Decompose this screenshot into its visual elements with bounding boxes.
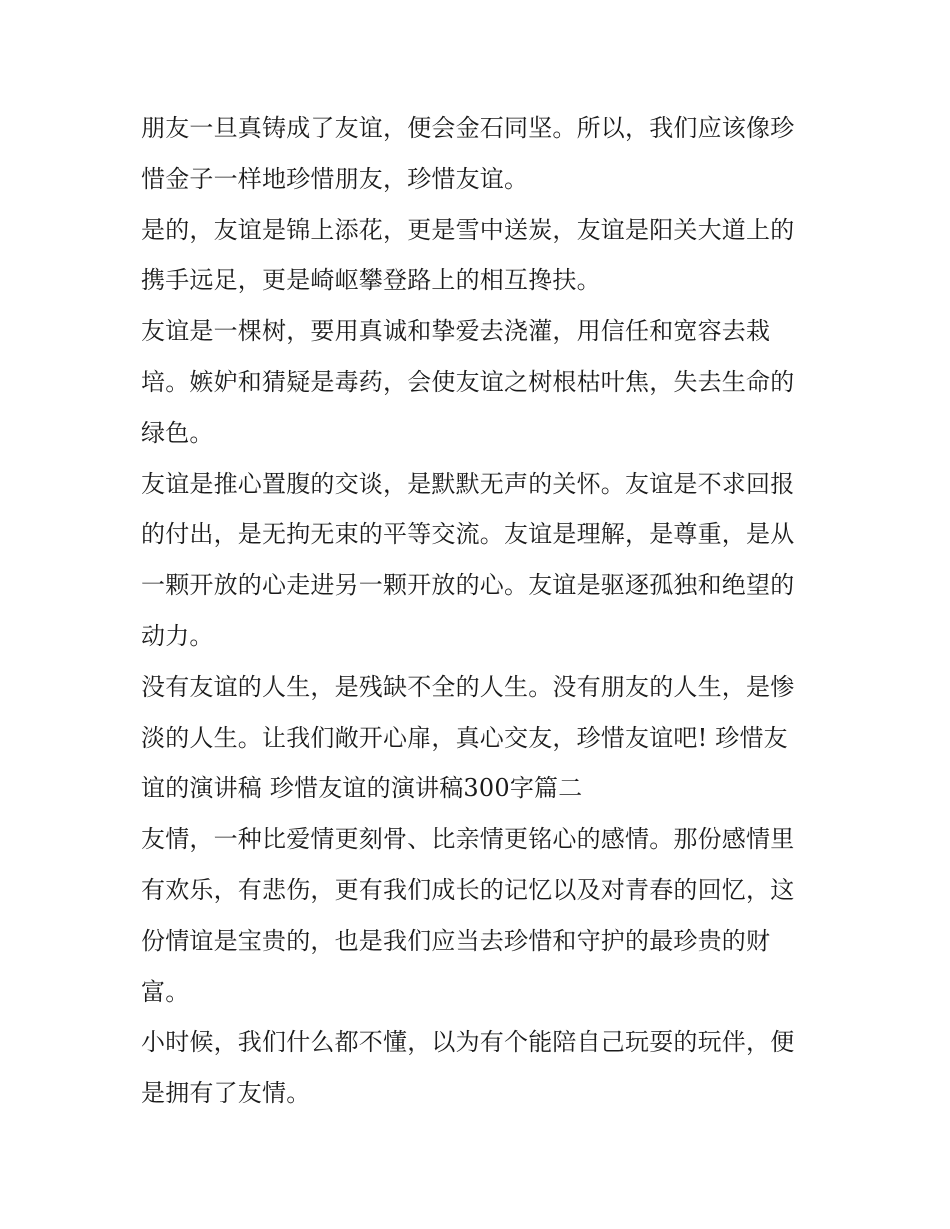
text-line: 绿色。	[141, 418, 214, 447]
text-line: 没有友谊的人生，是残缺不全的人生。没有朋友的人生，是惨	[141, 672, 795, 701]
text-line: 份情谊是宝贵的，也是我们应当去珍惜和守护的最珍贵的财	[141, 926, 771, 955]
text-line: 谊的演讲稿 珍惜友谊的演讲稿300字篇二	[141, 774, 583, 803]
text-line: 友谊是一棵树，要用真诚和挚爱去浇灌，用信任和宽容去栽	[141, 317, 771, 346]
text-line: 是拥有了友情。	[141, 1079, 311, 1108]
text-line: 有欢乐，有悲伤，更有我们成长的记忆以及对青春的回忆，这	[141, 875, 795, 904]
text-line: 的付出，是无拘无束的平等交流。友谊是理解，是尊重，是从	[141, 520, 795, 549]
text-line: 一颗开放的心走进另一颗开放的心。友谊是驱逐孤独和绝望的	[141, 571, 795, 600]
text-line: 朋友一旦真铸成了友谊，便会金石同坚。所以，我们应该像珍	[141, 114, 795, 142]
text-line: 富。	[141, 977, 190, 1006]
text-line: 淡的人生。让我们敞开心扉，真心交友，珍惜友谊吧! 珍惜友	[141, 723, 788, 752]
text-line: 是的，友谊是锦上添花，更是雪中送炭，友谊是阳关大道上的	[141, 215, 795, 244]
text-line: 培。嫉妒和猜疑是毒药，会使友谊之树根枯叶焦，失去生命的	[141, 367, 795, 396]
text-line: 友情，一种比爱情更刻骨、比亲情更铭心的感情。那份感情里	[141, 825, 795, 854]
text-line: 动力。	[141, 621, 214, 650]
document-body	[141, 103, 813, 1119]
text-line: 小时候，我们什么都不懂，以为有个能陪自己玩耍的玩伴，便	[141, 1028, 795, 1057]
text-line: 惜金子一样地珍惜朋友，珍惜友谊。	[141, 164, 529, 193]
text-line: 友谊是推心置腹的交谈，是默默无声的关怀。友谊是不求回报	[141, 469, 795, 498]
text-line: 携手远足，更是崎岖攀登路上的相互搀扶。	[141, 266, 601, 295]
